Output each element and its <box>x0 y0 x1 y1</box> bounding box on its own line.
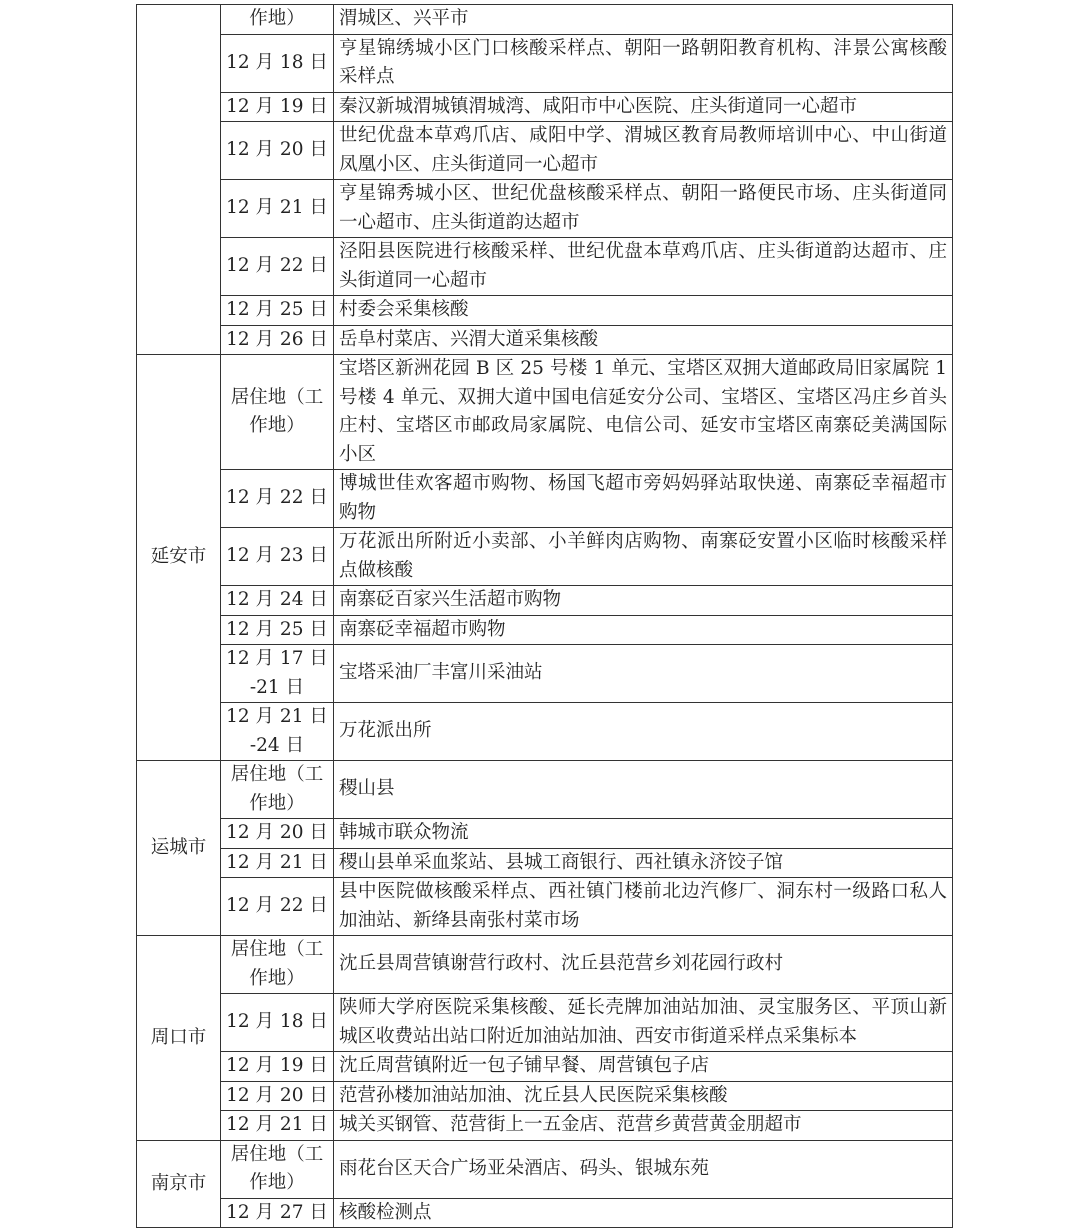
table-row <box>137 5 953 35</box>
table-row <box>137 586 953 616</box>
table-row <box>137 878 953 936</box>
place-cell: 陕师大学府医院采集核酸、延长壳牌加油站加油、灵宝服务区、平顶山新城区收费站出站口附近加油站加油、西安市街道采样点采集标本 <box>334 994 953 1052</box>
table-row <box>137 1081 953 1111</box>
date-cell: 12 月 25 日 <box>221 615 334 645</box>
place-cell: 核酸检测点 <box>334 1198 953 1228</box>
place-cell: 稷山县单采血浆站、县城工商银行、西社镇永济饺子馆 <box>334 848 953 878</box>
date-cell: 12 月 27 日 <box>221 1198 334 1228</box>
city-cell: 延安市 <box>137 355 221 761</box>
place-cell: 沈丘县周营镇谢营行政村、沈丘县范营乡刘花园行政村 <box>334 936 953 994</box>
date-cell: 12 月 22 日 <box>221 470 334 528</box>
table-row <box>137 994 953 1052</box>
table-row <box>137 528 953 586</box>
place-cell: 渭城区、兴平市 <box>334 5 953 35</box>
date-cell: 12 月 17 日 -21 日 <box>221 645 334 703</box>
table-row <box>137 296 953 326</box>
table-row <box>137 761 953 819</box>
place-cell: 世纪优盘本草鸡爪店、咸阳中学、渭城区教育局教师培训中心、中山街道凤凰小区、庄头街道同一心超市 <box>334 122 953 180</box>
date-cell: 12 月 21 日 -24 日 <box>221 703 334 761</box>
table-row <box>137 848 953 878</box>
table-row <box>137 325 953 355</box>
city-cell: 运城市 <box>137 761 221 936</box>
date-cell: 12 月 20 日 <box>221 1081 334 1111</box>
place-cell: 万花派出所附近小卖部、小羊鲜肉店购物、南寨砭安置小区临时核酸采样点做核酸 <box>334 528 953 586</box>
place-cell: 万花派出所 <box>334 703 953 761</box>
place-cell: 范营孙楼加油站加油、沈丘县人民医院采集核酸 <box>334 1081 953 1111</box>
date-cell: 12 月 22 日 <box>221 878 334 936</box>
table-row <box>137 703 953 761</box>
date-cell: 12 月 22 日 <box>221 238 334 296</box>
place-cell: 村委会采集核酸 <box>334 296 953 326</box>
table-row <box>137 238 953 296</box>
table-row <box>137 936 953 994</box>
date-cell: 12 月 20 日 <box>221 819 334 849</box>
table-row <box>137 1111 953 1141</box>
table-row <box>137 1052 953 1082</box>
table-row <box>137 180 953 238</box>
city-cell: 南京市 <box>137 1140 221 1228</box>
table-row <box>137 645 953 703</box>
table-row <box>137 34 953 92</box>
table-row <box>137 615 953 645</box>
date-cell: 12 月 21 日 <box>221 848 334 878</box>
risk-locations-table <box>136 4 953 1228</box>
table-row <box>137 819 953 849</box>
date-cell: 12 月 21 日 <box>221 1111 334 1141</box>
place-cell: 县中医院做核酸采样点、西社镇门楼前北边汽修厂、洞东村一级路口私人加油站、新绛县南张村菜市场 <box>334 878 953 936</box>
table-row <box>137 1140 953 1198</box>
place-cell: 宝塔采油厂丰富川采油站 <box>334 645 953 703</box>
date-cell: 12 月 21 日 <box>221 180 334 238</box>
date-cell: 居住地（工作地） <box>221 936 334 994</box>
place-cell: 雨花台区天合广场亚朵酒店、码头、银城东苑 <box>334 1140 953 1198</box>
table-row <box>137 92 953 122</box>
date-cell: 12 月 18 日 <box>221 994 334 1052</box>
place-cell: 岳阜村菜店、兴渭大道采集核酸 <box>334 325 953 355</box>
place-cell: 宝塔区新洲花园 B 区 25 号楼 1 单元、宝塔区双拥大道邮政局旧家属院 1 号楼 4 单元、双拥大道中国电信延安分公司、宝塔区、宝塔区冯庄乡首头庄村、宝塔区市邮政局家属院、电信公司、延安市宝塔区南寨砭美满国际小区 <box>334 355 953 470</box>
place-cell: 城关买钢管、范营街上一五金店、范营乡黄营黄金朋超市 <box>334 1111 953 1141</box>
date-cell: 居住地（工作地） <box>221 355 334 470</box>
date-cell: 居住地（工作地） <box>221 1140 334 1198</box>
date-cell: 12 月 24 日 <box>221 586 334 616</box>
date-cell: 12 月 20 日 <box>221 122 334 180</box>
place-cell: 南寨砭幸福超市购物 <box>334 615 953 645</box>
place-cell: 沈丘周营镇附近一包子铺早餐、周营镇包子店 <box>334 1052 953 1082</box>
city-cell <box>137 5 221 355</box>
date-cell: 12 月 25 日 <box>221 296 334 326</box>
city-cell: 周口市 <box>137 936 221 1141</box>
place-cell: 稷山县 <box>334 761 953 819</box>
date-cell: 居住地（工作地） <box>221 761 334 819</box>
date-cell: 12 月 19 日 <box>221 1052 334 1082</box>
place-cell: 泾阳县医院进行核酸采样、世纪优盘本草鸡爪店、庄头街道韵达超市、庄头街道同一心超市 <box>334 238 953 296</box>
place-cell: 秦汉新城渭城镇渭城湾、咸阳市中心医院、庄头街道同一心超市 <box>334 92 953 122</box>
date-cell: 12 月 23 日 <box>221 528 334 586</box>
table-row <box>137 1198 953 1228</box>
date-cell: 12 月 26 日 <box>221 325 334 355</box>
table-row <box>137 355 953 470</box>
table-row <box>137 122 953 180</box>
place-cell: 南寨砭百家兴生活超市购物 <box>334 586 953 616</box>
place-cell: 亨星锦绣城小区门口核酸采样点、朝阳一路朝阳教育机构、沣景公寓核酸采样点 <box>334 34 953 92</box>
place-cell: 博城世佳欢客超市购物、杨国飞超市旁妈妈驿站取快递、南寨砭幸福超市购物 <box>334 470 953 528</box>
date-cell: 12 月 19 日 <box>221 92 334 122</box>
place-cell: 亨星锦秀城小区、世纪优盘核酸采样点、朝阳一路便民市场、庄头街道同一心超市、庄头街道韵达超市 <box>334 180 953 238</box>
place-cell: 韩城市联众物流 <box>334 819 953 849</box>
date-cell: 12 月 18 日 <box>221 34 334 92</box>
date-cell: 作地） <box>221 5 334 35</box>
table-row <box>137 470 953 528</box>
